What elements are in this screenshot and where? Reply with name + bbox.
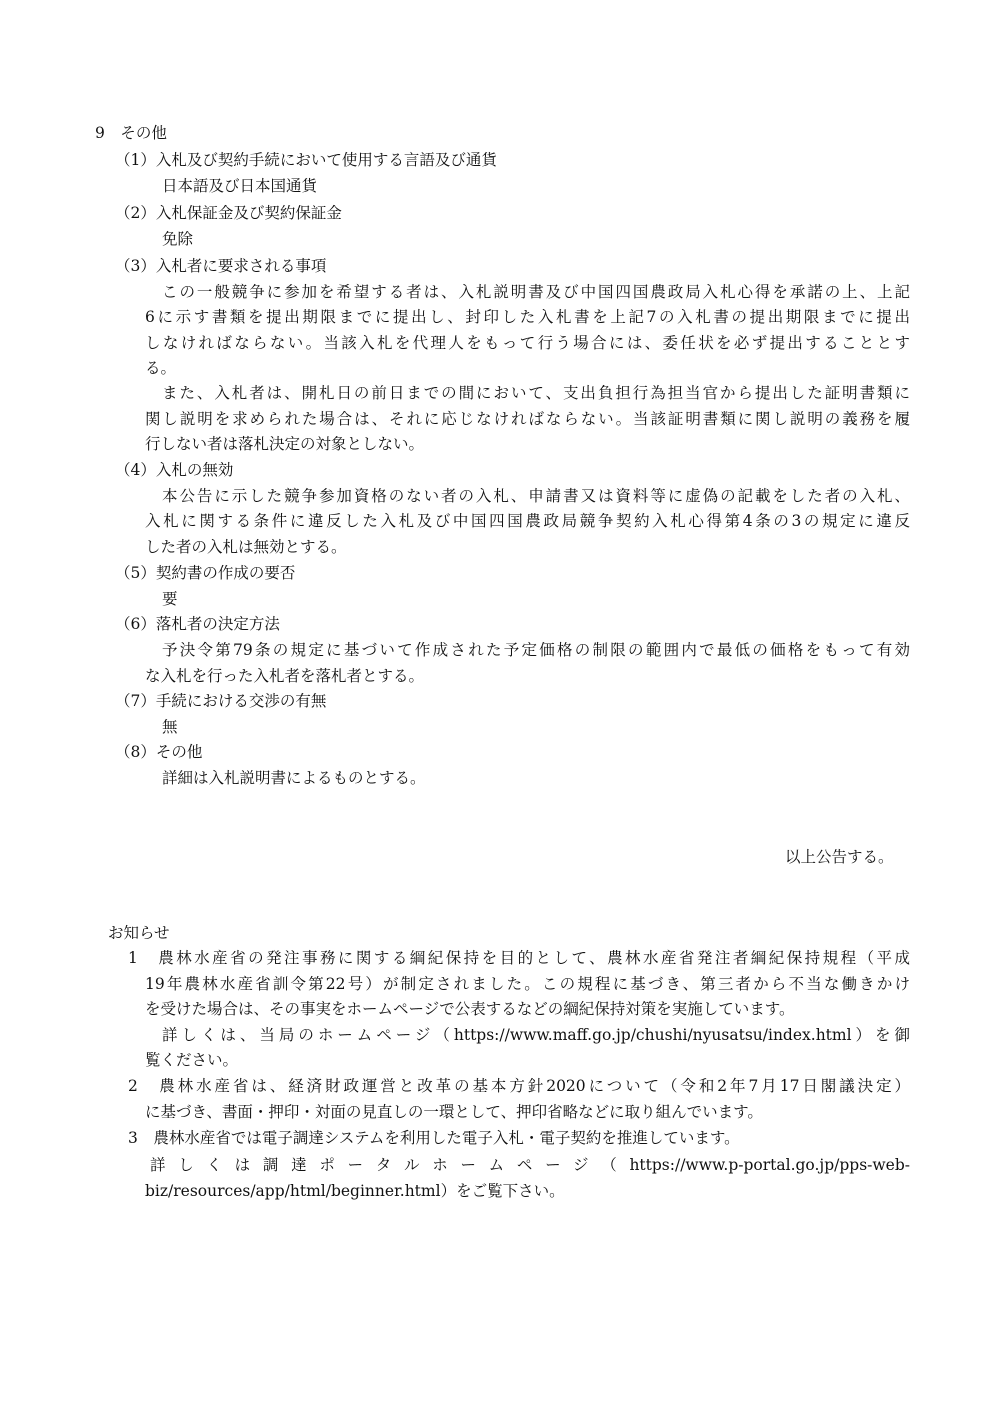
notice-line: biz/resources/app/html/beginner.html）をご覧下さい。 <box>145 1182 565 1200</box>
notice-line: 3 農林水産省では電子調達システムを利用した電子入札・電子契約を推進しています。 <box>128 1129 740 1147</box>
item-body: 本公告に示した競争参加資格のない者の入札、申請書又は資料等に虚偽の記載をした者の入札、 <box>162 487 910 505</box>
item-body: 免除 <box>162 230 194 248</box>
item-body: また、入札者は、開札日の前日までの間において、支出負担行為担当官から提出した証明書類に <box>162 384 910 402</box>
item-body: な入札を行った入札者を落札者とする。 <box>145 667 425 685</box>
item-label: （2）入札保証金及び契約保証金 <box>115 204 342 222</box>
item-body: この一般競争に参加を希望する者は、入札説明書及び中国四国農政局入札心得を承諾の上、上記 <box>162 283 910 301</box>
item-body: 日本語及び日本国通貨 <box>162 177 318 195</box>
item-label: （5）契約書の作成の要否 <box>115 564 296 582</box>
item-body: 入札に関する条件に違反した入札及び中国四国農政局競争契約入札心得第4条の3の規定に違反 <box>145 512 910 530</box>
item-label: （8）その他 <box>115 743 203 761</box>
item-label: （1）入札及び契約手続において使用する言語及び通貨 <box>115 151 497 169</box>
item-body: 行しない者は落札決定の対象としない。 <box>145 435 425 453</box>
item-body: 要 <box>162 590 178 608</box>
notice-line: 覧ください。 <box>145 1051 239 1069</box>
notice-line: 詳しくは調達ポータルホームページ（https://www.p-portal.go.jp/pps-web- <box>150 1156 910 1174</box>
notice-line: 1 農林水産省の発注事務に関する綱紀保持を目的として、農林水産省発注者綱紀保持規程（平成 <box>128 949 910 967</box>
notice-line: 詳しくは、当局のホームページ（https://www.maff.go.jp/chushi/nyusatsu/index.html）を御 <box>162 1026 910 1044</box>
notice-line: 19年農林水産省訓令第22号）が制定されました。この規程に基づき、第三者から不当な働きかけ <box>145 975 910 993</box>
notice-heading: お知らせ <box>108 924 170 942</box>
item-label: （4）入札の無効 <box>115 461 234 479</box>
section-heading: 9 その他 <box>95 124 167 142</box>
item-label: （3）入札者に要求される事項 <box>115 257 327 275</box>
closing-statement: 以上公告する。 <box>785 848 894 866</box>
item-body: しなければならない。当該入札を代理人をもって行う場合には、委任状を必ず提出することとす <box>145 334 910 352</box>
item-body: 関し説明を求められた場合は、それに応じなければならない。当該証明書類に関し説明の義務を履 <box>145 410 910 428</box>
notice-line: に基づき、書面・押印・対面の見直しの一環として、押印省略などに取り組んでいます。 <box>145 1103 763 1121</box>
item-body: る。 <box>145 359 177 377</box>
notice-line: を受けた場合は、その事実をホームページで公表するなどの綱紀保持対策を実施しています。 <box>145 1000 795 1018</box>
item-body: した者の入札は無効とする。 <box>145 538 347 556</box>
item-label: （6）落札者の決定方法 <box>115 615 280 633</box>
item-label: （7）手続における交渉の有無 <box>115 692 327 710</box>
item-body: 無 <box>162 718 178 736</box>
item-body: 予決令第79条の規定に基づいて作成された予定価格の制限の範囲内で最低の価格をもって有効 <box>162 641 910 659</box>
item-body: 詳細は入札説明書によるものとする。 <box>162 769 426 787</box>
item-body: 6に示す書類を提出期限までに提出し、封印した入札書を上記7の入札書の提出期限までに提出 <box>145 308 910 326</box>
notice-line: 2 農林水産省は、経済財政運営と改革の基本方針2020について（令和2年7月17日閣議決定） <box>128 1077 910 1095</box>
